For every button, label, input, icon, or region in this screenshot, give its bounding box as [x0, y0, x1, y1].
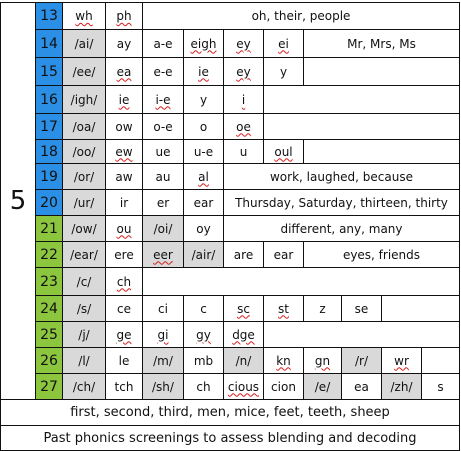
grapheme-cell-text: y [199, 92, 208, 107]
phoneme-cell [62, 29, 106, 58]
grapheme-cell-text: ew [115, 144, 133, 159]
lesson-number [35, 267, 63, 296]
lesson-number-text: 14 [40, 35, 58, 52]
grapheme-cell [223, 241, 264, 268]
grapheme-cell-text: o [199, 119, 208, 134]
grapheme-cell-text: le [118, 353, 130, 368]
grapheme-cell-text: ch [196, 379, 211, 394]
grapheme-cell-text: tch [114, 379, 134, 394]
tricky-words-cell [263, 85, 460, 114]
grapheme-cell-text: au [155, 169, 171, 184]
phoneme-cell [381, 373, 422, 400]
phoneme-cell-text: /ur/ [73, 195, 95, 210]
tricky-words-cell [263, 113, 460, 140]
grapheme-cell-text: er [156, 195, 170, 210]
phoneme-cell-text: /air/ [191, 247, 216, 262]
phoneme-cell-text: /zh/ [390, 379, 413, 394]
grapheme-cell [183, 295, 224, 322]
tricky-words-cell [303, 241, 460, 268]
grapheme-cell [142, 29, 184, 58]
grapheme-cell [105, 215, 143, 242]
grapheme-cell [142, 321, 184, 348]
grapheme-cell [223, 85, 264, 114]
lesson-number [35, 85, 63, 114]
phoneme-cell [62, 57, 106, 86]
lesson-number-text: 16 [40, 91, 58, 108]
phoneme-cell-text: /ow/ [71, 221, 97, 236]
lesson-number-text: 15 [40, 63, 58, 80]
tricky-words-cell-text: oh, their, people [251, 9, 351, 23]
grapheme-cell [183, 347, 224, 374]
lesson-number-text: 21 [40, 220, 58, 237]
phase-number-text: 5 [9, 186, 27, 216]
lesson-number [35, 347, 63, 374]
phoneme-cell-text: /ai/ [74, 36, 94, 51]
grapheme-cell [183, 113, 224, 140]
grapheme-cell [183, 29, 224, 58]
lesson-number [35, 29, 63, 58]
grapheme-cell [142, 113, 184, 140]
grapheme-cell-text: ue [155, 144, 171, 159]
grapheme-cell-text: sc [237, 301, 250, 316]
grapheme-cell [223, 113, 264, 140]
tricky-words-cell [303, 57, 460, 86]
grapheme-cell [105, 189, 143, 216]
lesson-number-text: 23 [40, 273, 58, 290]
phoneme-cell-text: /igh/ [70, 92, 98, 107]
grapheme-cell [62, 2, 106, 30]
phoneme-cell-text: /e/ [314, 379, 331, 394]
grapheme-cell-text: ge [116, 327, 132, 342]
grapheme-cell [105, 29, 143, 58]
grapheme-cell [183, 321, 224, 348]
grapheme-cell [105, 163, 143, 190]
lesson-number [35, 295, 63, 322]
grapheme-cell [223, 139, 264, 164]
grapheme-cell-text: o-e [153, 119, 173, 134]
grapheme-cell-text: s [437, 379, 444, 394]
phoneme-cell [183, 241, 224, 268]
grapheme-cell [142, 295, 184, 322]
grapheme-cell-text: gy [196, 327, 211, 342]
phoneme-cell-text: /j/ [78, 327, 90, 342]
grapheme-cell-text: ei [278, 36, 289, 51]
tricky-words-cell-text: Mr, Mrs, Ms [347, 36, 416, 51]
tricky-words-cell [421, 347, 460, 374]
grapheme-cell-text: ir [119, 195, 129, 210]
tricky-words-cell [303, 139, 460, 164]
grapheme-cell [142, 85, 184, 114]
grapheme-cell-text: ey [236, 36, 251, 51]
grapheme-cell [303, 295, 342, 322]
lesson-number-text: 19 [40, 168, 58, 185]
grapheme-cell-text: ce [117, 301, 131, 316]
grapheme-cell-text: c [200, 301, 207, 316]
grapheme-cell-text: kn [276, 353, 291, 368]
phoneme-cell-text: /ee/ [72, 64, 96, 79]
phoneme-cell-text: /n/ [235, 353, 252, 368]
grapheme-cell-text: gn [314, 353, 331, 368]
grapheme-cell [183, 163, 224, 190]
grapheme-cell [381, 347, 422, 374]
grapheme-cell-text: ch [116, 274, 132, 289]
grapheme-cell [142, 139, 184, 164]
grapheme-cell-text: ere [114, 247, 134, 262]
grapheme-cell-text: wr [394, 353, 409, 368]
phoneme-cell [62, 267, 106, 296]
grapheme-cell [105, 373, 143, 400]
tricky-words-cell [142, 2, 460, 30]
grapheme-cell [341, 295, 382, 322]
grapheme-cell [142, 163, 184, 190]
grapheme-cell [263, 29, 304, 58]
phoneme-cell [62, 139, 106, 164]
phase-number [0, 2, 36, 400]
phoneme-cell [62, 295, 106, 322]
lesson-number-text: 27 [40, 378, 58, 395]
grapheme-cell [263, 295, 304, 322]
grapheme-cell-text: ea [116, 64, 132, 79]
phoneme-cell-text: /ear/ [70, 247, 98, 262]
tricky-words-cell-text: different, any, many [280, 221, 403, 236]
grapheme-cell-text: mb [193, 353, 214, 368]
grapheme-cell [105, 57, 143, 86]
grapheme-cell-text: cion [271, 379, 296, 394]
grapheme-cell-text: ear [193, 195, 214, 210]
lesson-number [35, 57, 63, 86]
grapheme-cell [303, 347, 342, 374]
phoneme-cell [142, 373, 184, 400]
grapheme-cell-text: ie [198, 64, 209, 79]
lesson-number [35, 2, 63, 30]
grapheme-cell [105, 2, 143, 30]
grapheme-cell-text: e-e [153, 64, 173, 79]
phoneme-cell-text: eer [153, 247, 173, 262]
phoneme-cell-text: /oa/ [72, 119, 96, 134]
grapheme-cell-text: ay [116, 36, 132, 51]
tricky-words-cell-text: work, laughed, because [269, 169, 413, 184]
grapheme-cell [105, 139, 143, 164]
grapheme-cell [183, 139, 224, 164]
grapheme-cell [183, 85, 224, 114]
grapheme-cell-text: z [319, 301, 326, 316]
grapheme-cell [105, 113, 143, 140]
phoneme-cell [142, 215, 184, 242]
phoneme-cell-text: /oi/ [153, 221, 173, 236]
grapheme-cell-text: st [278, 301, 289, 316]
grapheme-cell-text: i-e [155, 92, 171, 107]
grapheme-cell-text: a-e [153, 36, 173, 51]
lesson-number [35, 189, 63, 216]
lesson-number [35, 163, 63, 190]
grapheme-cell [183, 57, 224, 86]
tricky-words-cell [381, 295, 460, 322]
tricky-words-cell [223, 163, 460, 190]
grapheme-cell [105, 295, 143, 322]
lesson-number [35, 373, 63, 400]
grapheme-cell [183, 215, 224, 242]
grapheme-cell-text: are [233, 247, 254, 262]
tricky-words-cell-text: eyes, friends [342, 247, 421, 262]
tricky-words-cell [303, 29, 460, 58]
grapheme-cell-text: gi [157, 327, 169, 342]
grapheme-cell [263, 241, 304, 268]
lesson-number-text: 25 [40, 326, 58, 343]
grapheme-cell [142, 189, 184, 216]
grapheme-cell [223, 321, 264, 348]
grapheme-cell-text: u-e [193, 144, 214, 159]
grapheme-cell [263, 347, 304, 374]
grapheme-cell [223, 57, 264, 86]
phoneme-cell [62, 189, 106, 216]
grapheme-cell [223, 295, 264, 322]
tricky-words-cell-text: Thursday, Saturday, thirteen, thirty [235, 195, 448, 210]
grapheme-cell-text: dge [232, 327, 255, 342]
phoneme-cell [62, 163, 106, 190]
grapheme-cell-text: ph [116, 9, 132, 23]
grapheme-cell [105, 241, 143, 268]
footer-row-1-text: first, second, third, men, mice, feet, teeth, sheep [70, 405, 390, 420]
lesson-number [35, 215, 63, 242]
phoneme-cell-text: /c/ [76, 274, 92, 289]
phoneme-cell [341, 347, 382, 374]
lesson-number [35, 113, 63, 140]
grapheme-cell-text: ea [354, 379, 369, 394]
grapheme-cell [105, 321, 143, 348]
phoneme-cell [62, 321, 106, 348]
lesson-number-text: 18 [40, 143, 58, 160]
grapheme-cell-text: u [239, 144, 248, 159]
grapheme-cell [341, 373, 382, 400]
phoneme-cell [303, 373, 342, 400]
lesson-number-text: 24 [40, 300, 58, 317]
phoneme-cell-text: /oo/ [72, 144, 96, 159]
lesson-number [35, 241, 63, 268]
grapheme-cell [263, 57, 304, 86]
grapheme-cell-text: ow [115, 119, 133, 134]
lesson-number-text: 17 [40, 118, 58, 135]
grapheme-cell [223, 373, 264, 400]
phoneme-cell-text: /sh/ [152, 379, 174, 394]
grapheme-cell [105, 267, 143, 296]
lesson-number [35, 139, 63, 164]
grapheme-cell-text: wh [75, 9, 93, 23]
phoneme-cell [62, 215, 106, 242]
grapheme-cell-text: y [279, 64, 288, 79]
phoneme-cell [142, 241, 184, 268]
grapheme-cell-text: i [241, 92, 246, 107]
grapheme-cell [263, 373, 304, 400]
grapheme-cell [263, 139, 304, 164]
phoneme-cell [62, 241, 106, 268]
phoneme-cell-text: /ch/ [72, 379, 96, 394]
lesson-number-text: 22 [40, 246, 58, 263]
grapheme-cell-text: oy [196, 221, 211, 236]
grapheme-cell-text: oul [274, 144, 293, 159]
grapheme-cell-text: cious [227, 379, 260, 394]
grapheme-cell-text: oe [236, 119, 251, 134]
phoneme-cell-text: /l/ [78, 353, 90, 368]
grapheme-cell [105, 347, 143, 374]
grapheme-cell-text: al [198, 169, 209, 184]
phoneme-cell [62, 347, 106, 374]
phoneme-cell [142, 347, 184, 374]
grapheme-cell [142, 57, 184, 86]
grapheme-cell-text: ci [158, 301, 168, 316]
tricky-words-cell [142, 267, 460, 296]
grapheme-cell-text: ear [273, 247, 294, 262]
grapheme-cell-text: ie [118, 92, 130, 107]
lesson-number [35, 321, 63, 348]
grapheme-cell [421, 373, 460, 400]
tricky-words-cell [223, 215, 460, 242]
phoneme-cell [62, 85, 106, 114]
phoneme-cell [62, 373, 106, 400]
phoneme-cell-text: /r/ [354, 353, 369, 368]
phoneme-cell [223, 347, 264, 374]
lesson-number-text: 26 [40, 352, 58, 369]
footer-row-2-text: Past phonics screenings to assess blending and decoding [43, 430, 417, 446]
tricky-words-cell [223, 189, 460, 216]
grapheme-cell-text: ou [116, 221, 132, 236]
phoneme-cell [62, 113, 106, 140]
grapheme-cell [105, 85, 143, 114]
tricky-words-cell [263, 321, 460, 348]
grapheme-cell-text: aw [115, 169, 133, 184]
footer-row-1 [0, 399, 460, 426]
footer-row-2 [0, 425, 460, 451]
grapheme-cell-text: ey [236, 64, 251, 79]
lesson-number-text: 20 [40, 194, 58, 211]
lesson-number-text: 13 [40, 8, 58, 24]
phoneme-cell-text: /or/ [73, 169, 95, 184]
grapheme-cell-text: eigh [190, 36, 217, 51]
grapheme-cell-text: se [354, 301, 369, 316]
phoneme-cell-text: /m/ [153, 353, 173, 368]
grapheme-cell [223, 29, 264, 58]
grapheme-cell [183, 189, 224, 216]
phoneme-cell-text: /s/ [76, 301, 92, 316]
grapheme-cell [183, 373, 224, 400]
